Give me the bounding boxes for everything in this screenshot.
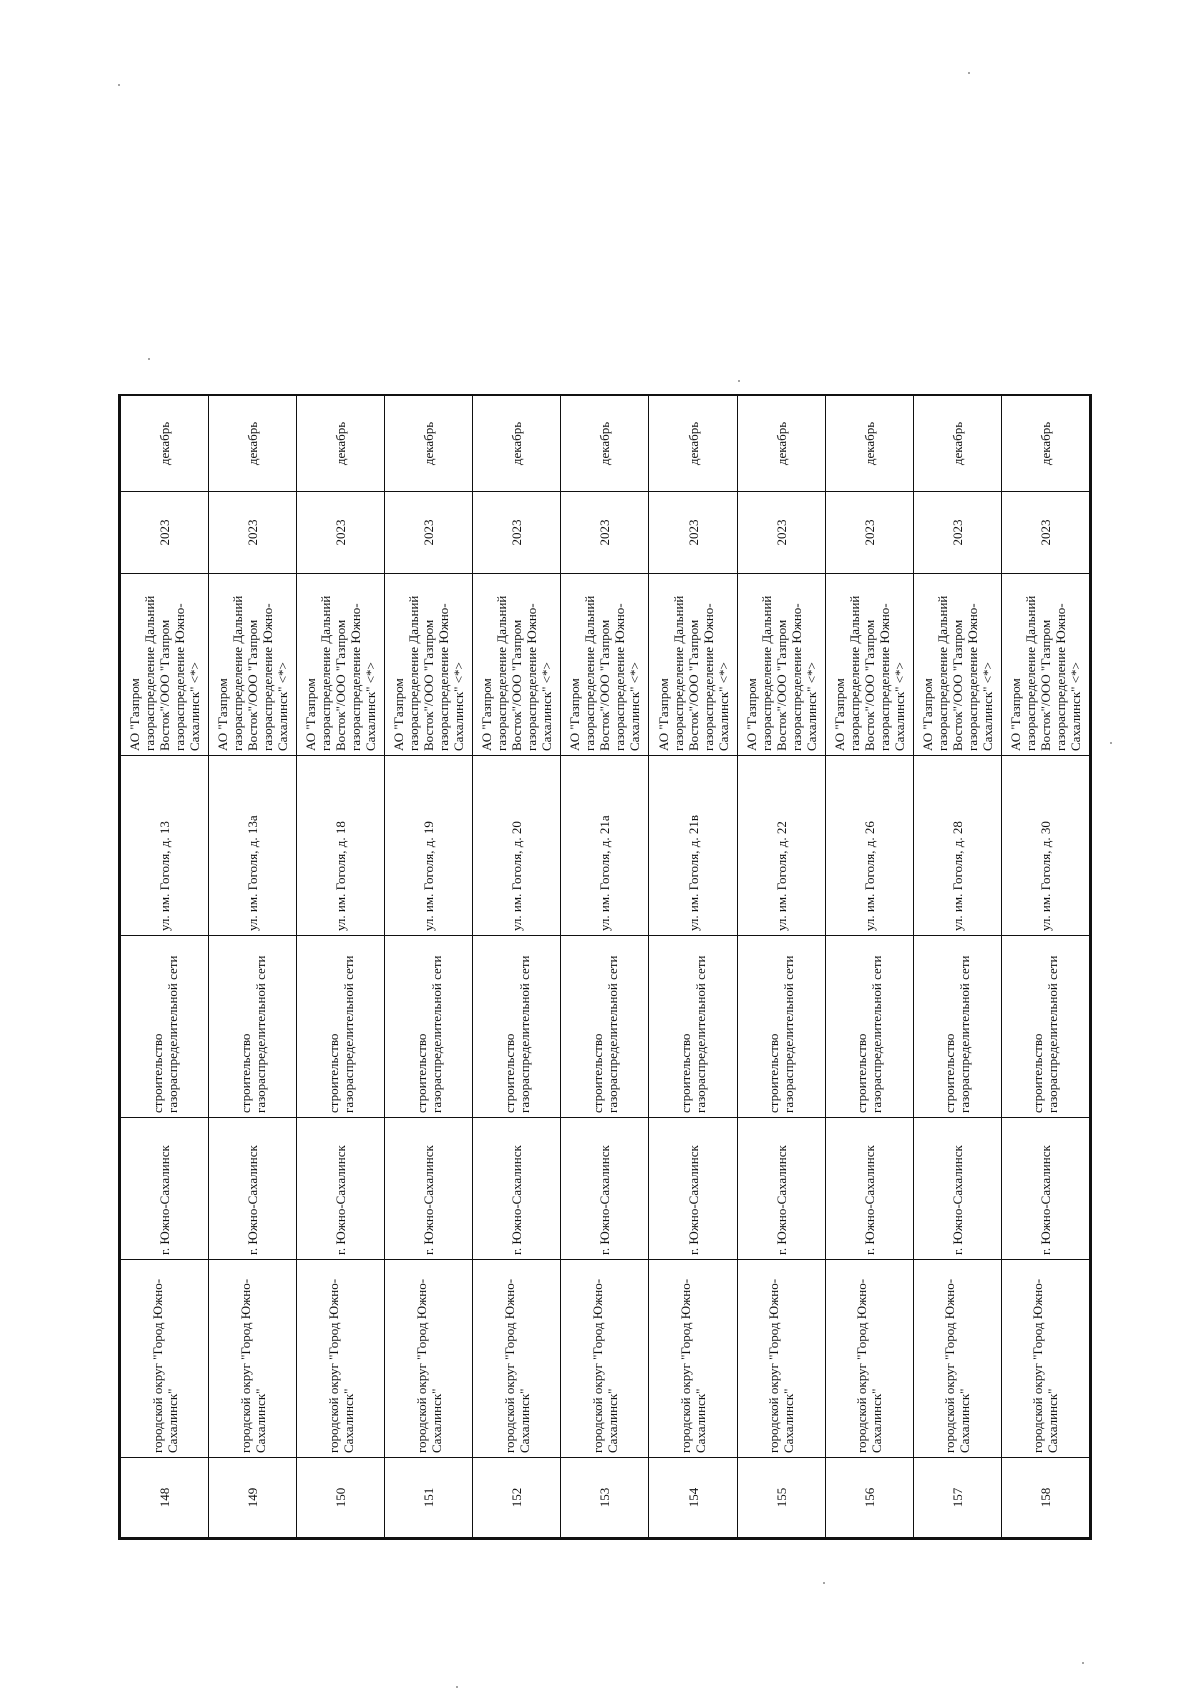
scan-speck (968, 72, 970, 74)
row-number-cell: 149 (209, 1458, 297, 1538)
row-number-cell: 152 (473, 1458, 561, 1538)
work-type-cell: строительство газораспределительной сети (121, 936, 209, 1118)
district-cell: городской округ "Город Южно-Сахалинск" (1001, 1260, 1089, 1458)
rotated-table-container (120, 396, 1090, 1538)
settlement-cell: г. Южно-Сахалинск (737, 1118, 825, 1260)
address-cell: ул. им. Гоголя, д. 21в (649, 756, 737, 936)
work-type-cell: строительство газораспределительной сети (209, 936, 297, 1118)
year-cell: 2023 (825, 492, 913, 574)
year-cell: 2023 (561, 492, 649, 574)
address-cell: ул. им. Гоголя, д. 30 (1001, 756, 1089, 936)
row-number-cell: 156 (825, 1458, 913, 1538)
year-cell: 2023 (297, 492, 385, 574)
scan-speck (738, 380, 740, 382)
work-type-cell: строительство газораспределительной сети (649, 936, 737, 1118)
operator-cell: АО "Газпром газораспределение Дальний Восток"/ООО "Газпром газораспределение Южно-Сахалинск" <*> (825, 574, 913, 756)
settlement-cell: г. Южно-Сахалинск (209, 1118, 297, 1260)
district-cell: городской округ "Город Южно-Сахалинск" (649, 1260, 737, 1458)
year-cell: 2023 (385, 492, 473, 574)
year-cell: 2023 (121, 492, 209, 574)
work-type-cell: строительство газораспределительной сети (473, 936, 561, 1118)
work-type-cell: строительство газораспределительной сети (825, 936, 913, 1118)
district-cell: городской округ "Город Южно-Сахалинск" (385, 1260, 473, 1458)
row-number-cell: 150 (297, 1458, 385, 1538)
scan-speck (823, 1582, 825, 1584)
month-cell: декабрь (737, 396, 825, 492)
row-number-cell: 153 (561, 1458, 649, 1538)
address-cell: ул. им. Гоголя, д. 22 (737, 756, 825, 936)
operator-cell: АО "Газпром газораспределение Дальний Восток"/ООО "Газпром газораспределение Южно-Сахалинск" <*> (561, 574, 649, 756)
month-cell: декабрь (1001, 396, 1089, 492)
year-cell: 2023 (737, 492, 825, 574)
table-row (561, 396, 649, 1538)
month-cell: декабрь (913, 396, 1001, 492)
row-number-cell: 148 (121, 1458, 209, 1538)
settlement-cell: г. Южно-Сахалинск (121, 1118, 209, 1260)
address-cell: ул. им. Гоголя, д. 20 (473, 756, 561, 936)
table-row (297, 396, 385, 1538)
year-cell: 2023 (209, 492, 297, 574)
row-number-cell: 158 (1001, 1458, 1089, 1538)
address-cell: ул. им. Гоголя, д. 13а (209, 756, 297, 936)
address-cell: ул. им. Гоголя, д. 26 (825, 756, 913, 936)
month-cell: декабрь (385, 396, 473, 492)
scan-speck (118, 84, 120, 86)
month-cell: декабрь (209, 396, 297, 492)
settlement-cell: г. Южно-Сахалинск (561, 1118, 649, 1260)
work-type-cell: строительство газораспределительной сети (1001, 936, 1089, 1118)
table-row (737, 396, 825, 1538)
year-cell: 2023 (1001, 492, 1089, 574)
operator-cell: АО "Газпром газораспределение Дальний Восток"/ООО "Газпром газораспределение Южно-Сахалинск" <*> (297, 574, 385, 756)
operator-cell: АО "Газпром газораспределение Дальний Восток"/ООО "Газпром газораспределение Южно-Сахалинск" <*> (649, 574, 737, 756)
district-cell: городской округ "Город Южно-Сахалинск" (825, 1260, 913, 1458)
district-cell: городской округ "Город Южно-Сахалинск" (121, 1260, 209, 1458)
month-cell: декабрь (297, 396, 385, 492)
month-cell: декабрь (121, 396, 209, 492)
operator-cell: АО "Газпром газораспределение Дальний Восток"/ООО "Газпром газораспределение Южно-Сахалинск" <*> (209, 574, 297, 756)
district-cell: городской округ "Город Южно-Сахалинск" (297, 1260, 385, 1458)
scan-speck (1110, 742, 1112, 744)
register-table-frame (118, 394, 1092, 1540)
district-cell: городской округ "Город Южно-Сахалинск" (473, 1260, 561, 1458)
work-type-cell: строительство газораспределительной сети (385, 936, 473, 1118)
operator-cell: АО "Газпром газораспределение Дальний Восток"/ООО "Газпром газораспределение Южно-Сахалинск" <*> (121, 574, 209, 756)
district-cell: городской округ "Город Южно-Сахалинск" (737, 1260, 825, 1458)
table-row (209, 396, 297, 1538)
settlement-cell: г. Южно-Сахалинск (385, 1118, 473, 1260)
district-cell: городской округ "Город Южно-Сахалинск" (561, 1260, 649, 1458)
operator-cell: АО "Газпром газораспределение Дальний Восток"/ООО "Газпром газораспределение Южно-Сахалинск" <*> (385, 574, 473, 756)
operator-cell: АО "Газпром газораспределение Дальний Восток"/ООО "Газпром газораспределение Южно-Сахалинск" <*> (1001, 574, 1089, 756)
row-number-cell: 154 (649, 1458, 737, 1538)
work-type-cell: строительство газораспределительной сети (913, 936, 1001, 1118)
year-cell: 2023 (473, 492, 561, 574)
table-row (121, 396, 209, 1538)
row-number-cell: 151 (385, 1458, 473, 1538)
month-cell: декабрь (473, 396, 561, 492)
table-row (473, 396, 561, 1538)
table-row (913, 396, 1001, 1538)
scan-speck (1082, 1662, 1084, 1664)
address-cell: ул. им. Гоголя, д. 21а (561, 756, 649, 936)
address-cell: ул. им. Гоголя, д. 18 (297, 756, 385, 936)
settlement-cell: г. Южно-Сахалинск (649, 1118, 737, 1260)
table-row (1001, 396, 1089, 1538)
row-number-cell: 157 (913, 1458, 1001, 1538)
settlement-cell: г. Южно-Сахалинск (1001, 1118, 1089, 1260)
row-number-cell: 155 (737, 1458, 825, 1538)
table-row (825, 396, 913, 1538)
table-body (121, 396, 1090, 1538)
operator-cell: АО "Газпром газораспределение Дальний Восток"/ООО "Газпром газораспределение Южно-Сахалинск" <*> (737, 574, 825, 756)
table-row (649, 396, 737, 1538)
scan-speck (148, 358, 150, 360)
work-type-cell: строительство газораспределительной сети (561, 936, 649, 1118)
settlement-cell: г. Южно-Сахалинск (297, 1118, 385, 1260)
gas-network-register-table (120, 395, 1090, 1538)
month-cell: декабрь (561, 396, 649, 492)
district-cell: городской округ "Город Южно-Сахалинск" (209, 1260, 297, 1458)
address-cell: ул. им. Гоголя, д. 28 (913, 756, 1001, 936)
scan-speck (456, 1686, 458, 1688)
settlement-cell: г. Южно-Сахалинск (913, 1118, 1001, 1260)
year-cell: 2023 (649, 492, 737, 574)
settlement-cell: г. Южно-Сахалинск (473, 1118, 561, 1260)
operator-cell: АО "Газпром газораспределение Дальний Восток"/ООО "Газпром газораспределение Южно-Сахалинск" <*> (913, 574, 1001, 756)
work-type-cell: строительство газораспределительной сети (297, 936, 385, 1118)
year-cell: 2023 (913, 492, 1001, 574)
month-cell: декабрь (825, 396, 913, 492)
work-type-cell: строительство газораспределительной сети (737, 936, 825, 1118)
month-cell: декабрь (649, 396, 737, 492)
address-cell: ул. им. Гоголя, д. 19 (385, 756, 473, 936)
address-cell: ул. им. Гоголя, д. 13 (121, 756, 209, 936)
table-row (385, 396, 473, 1538)
settlement-cell: г. Южно-Сахалинск (825, 1118, 913, 1260)
operator-cell: АО "Газпром газораспределение Дальний Восток"/ООО "Газпром газораспределение Южно-Сахалинск" <*> (473, 574, 561, 756)
district-cell: городской округ "Город Южно-Сахалинск" (913, 1260, 1001, 1458)
